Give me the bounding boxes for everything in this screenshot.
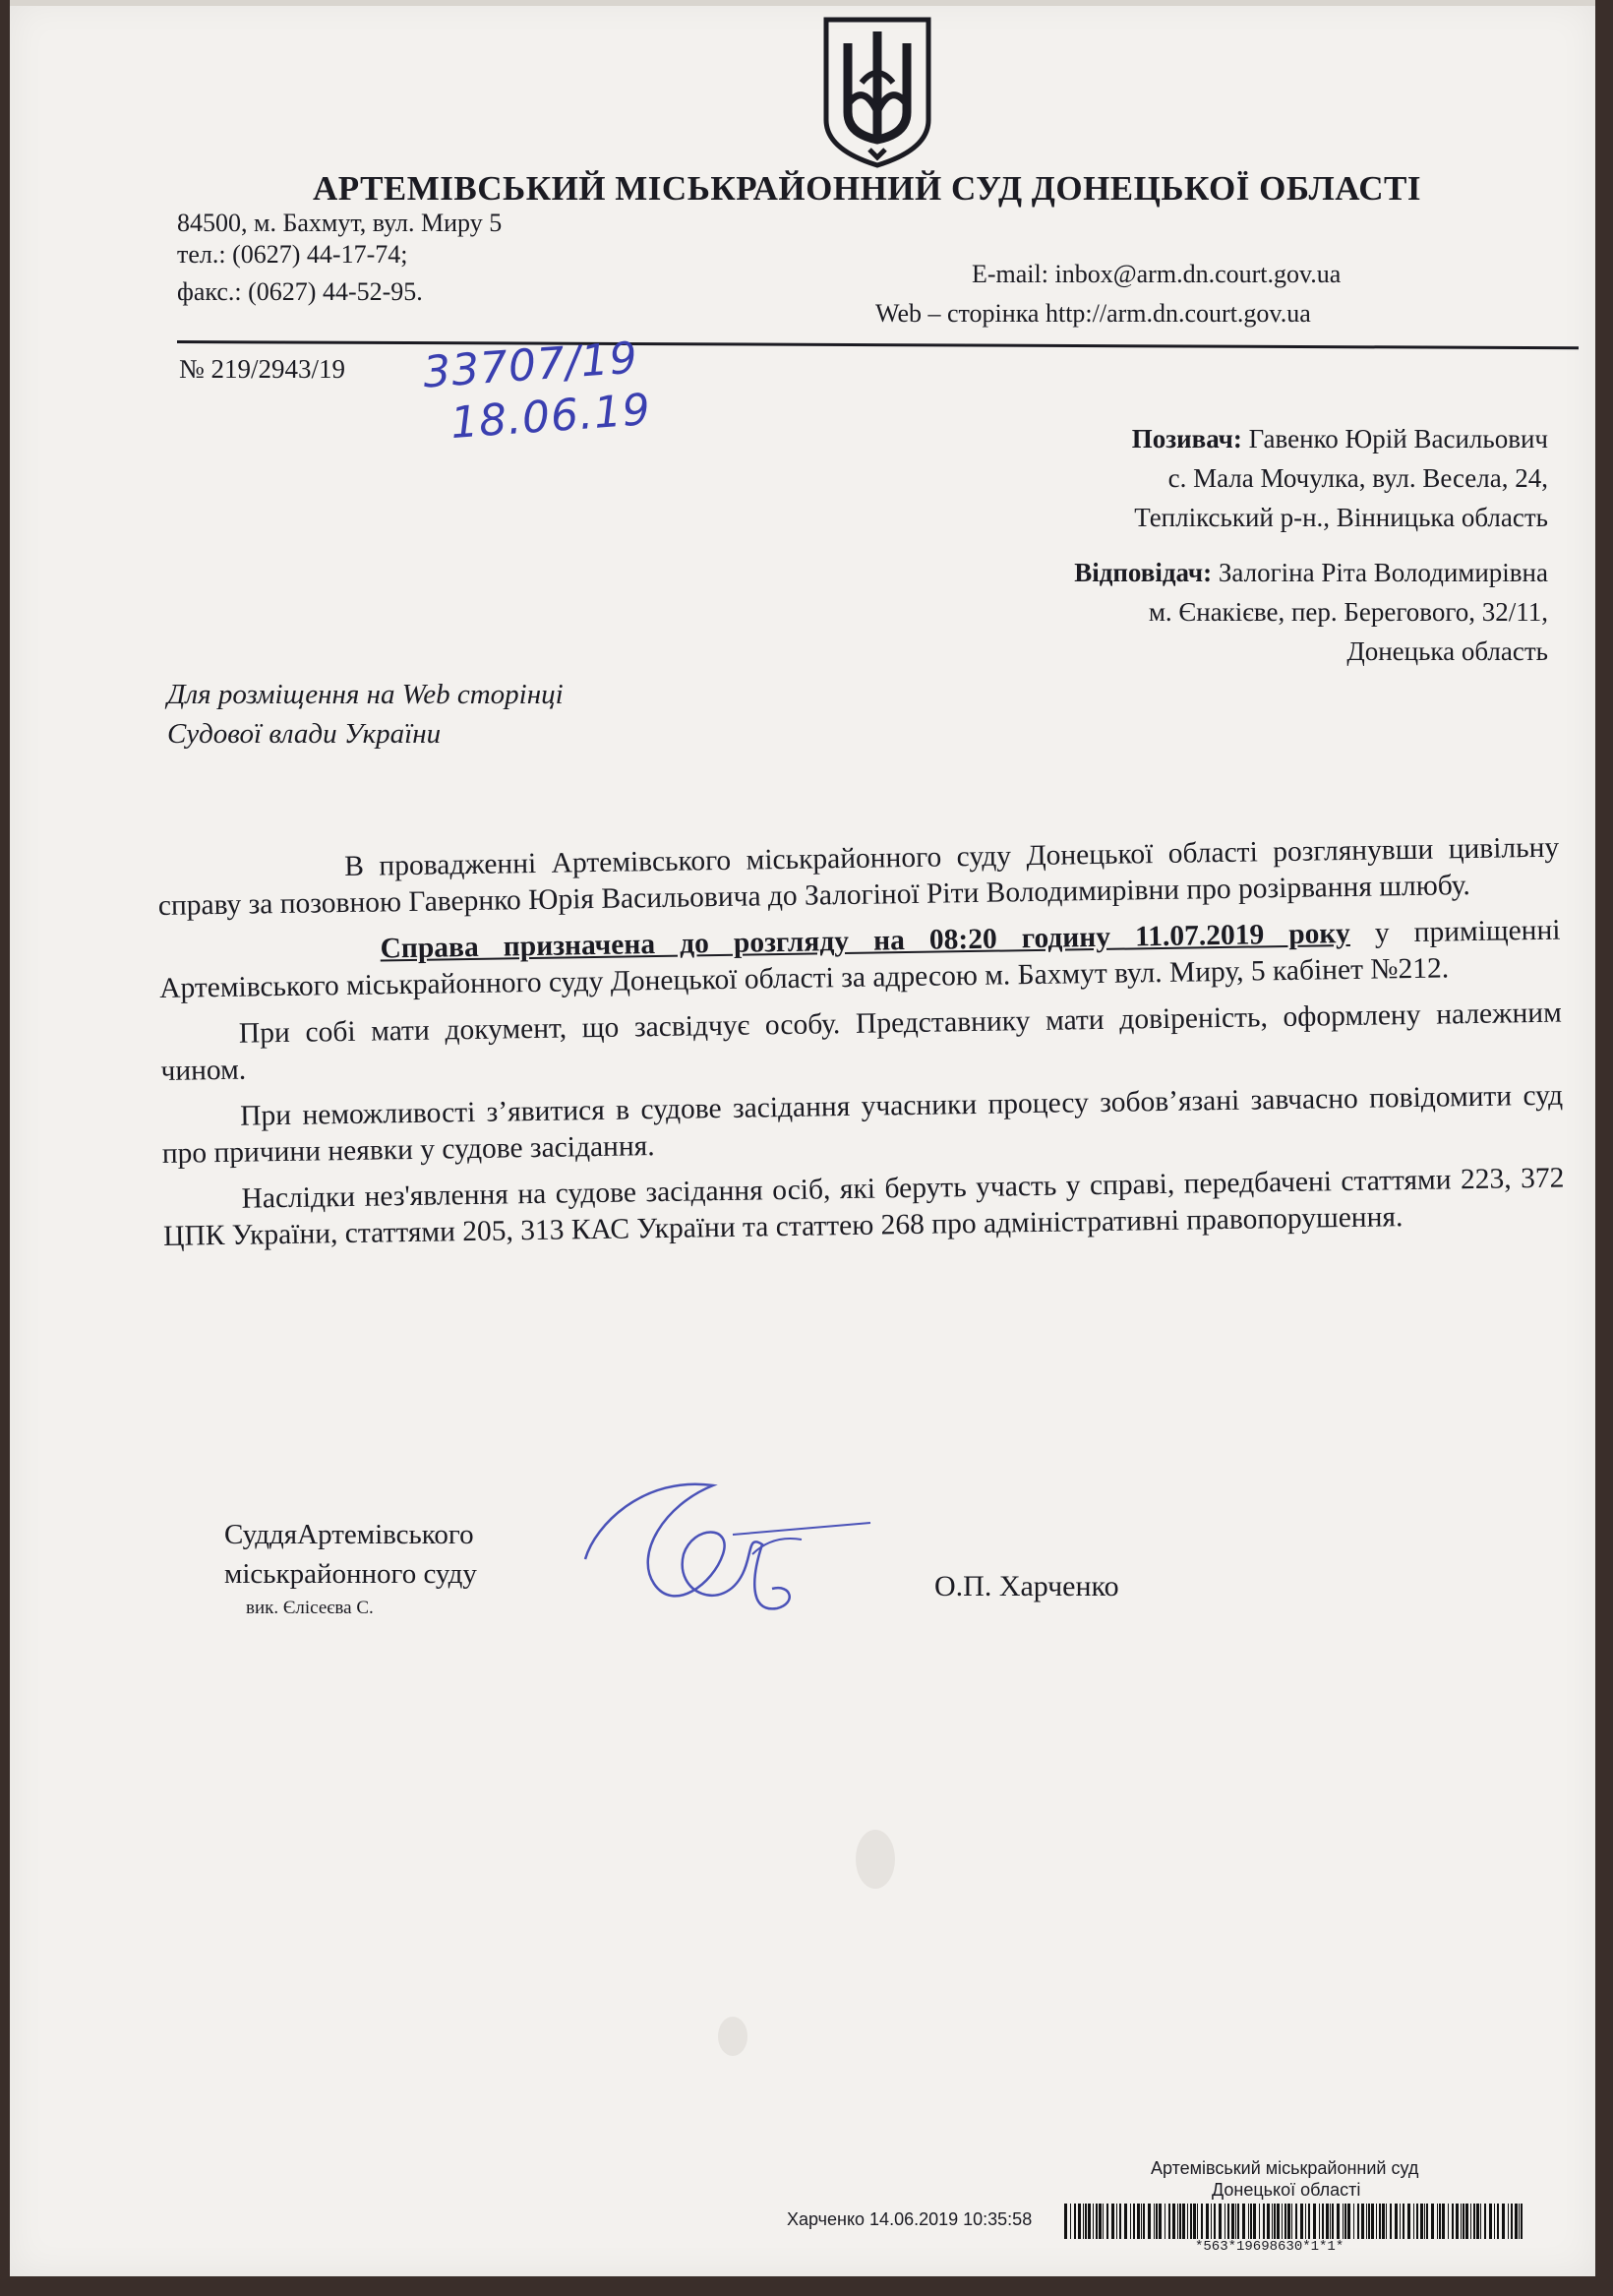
executed-by: вик. Єлісеєва С. — [246, 1598, 374, 1618]
scan-smudge — [718, 2017, 747, 2056]
header-divider — [177, 340, 1579, 349]
court-address: 84500, м. Бахмут, вул. Миру 5 — [177, 209, 503, 237]
barcode-bar — [1274, 2204, 1276, 2239]
barcode — [1064, 2204, 1524, 2239]
defendant-label: Відповідач: — [1074, 558, 1213, 587]
barcode-bar — [1111, 2204, 1114, 2239]
defendant-line — [1074, 553, 1548, 592]
barcode-bar — [1366, 2204, 1367, 2239]
barcode-bar — [1172, 2204, 1175, 2239]
barcode-bar — [1379, 2204, 1381, 2239]
barcode-bar — [1300, 2204, 1303, 2239]
barcode-bar — [1193, 2204, 1196, 2239]
paragraph-absence: При неможливості з’явитися в судове засідання учасники процесу зобов’язані завчасно повідомити суд про причини неявки у судове засідання. — [161, 1079, 1564, 1170]
barcode-bar — [1282, 2204, 1283, 2239]
barcode-bar — [1211, 2204, 1212, 2239]
plaintiff-name: Гавенко Юрій Васильович — [1248, 424, 1548, 453]
barcode-bar — [1508, 2204, 1509, 2239]
barcode-bar — [1083, 2204, 1084, 2239]
barcode-bar — [1456, 2204, 1459, 2239]
barcode-bar — [1476, 2204, 1479, 2239]
court-name-heading: АРТЕМІВСЬКИЙ МІСЬКРАЙОННИЙ СУД ДОНЕЦЬКОЇ ОБЛАСТІ — [313, 169, 1421, 208]
barcode-bar — [1248, 2204, 1249, 2239]
court-phone: тел.: (0627) 44-17-74; — [177, 240, 408, 269]
barcode-bar — [1420, 2204, 1423, 2239]
hearing-date-highlight: Справа призначена до розгляду на 08:20 годину 11.07.2019 року — [380, 917, 1351, 965]
destination-line-1: Для розміщення на Web сторінці — [167, 679, 564, 710]
handwritten-incoming-number: 33707/19 — [421, 332, 640, 398]
barcode-bar — [1313, 2204, 1316, 2239]
barcode-bar — [1497, 2204, 1499, 2239]
barcode-bar — [1337, 2204, 1340, 2239]
barcode-bar — [1344, 2204, 1346, 2239]
barcode-bar — [1227, 2204, 1229, 2239]
barcode-bar — [1231, 2204, 1234, 2239]
judge-title — [224, 1515, 477, 1594]
barcode-bar — [1357, 2204, 1359, 2239]
barcode-bar — [1250, 2204, 1252, 2239]
barcode-bar — [1332, 2204, 1334, 2239]
barcode-bar — [1267, 2204, 1270, 2239]
barcode-bar — [1437, 2204, 1438, 2239]
barcode-bar — [1416, 2204, 1418, 2239]
barcode-bar — [1064, 2204, 1067, 2239]
barcode-bar — [1465, 2204, 1468, 2239]
barcode-bar — [1473, 2204, 1475, 2239]
barcode-bar — [1148, 2204, 1151, 2239]
barcode-bar — [1407, 2204, 1410, 2239]
barcode-bar — [1395, 2204, 1398, 2239]
barcode-bar — [1521, 2204, 1523, 2239]
paragraph-documents: При собі мати документ, що засвідчує особу. Представнику мати довіреність, оформлену належним чином. — [160, 997, 1562, 1087]
scan-smudge — [856, 1830, 895, 1889]
barcode-bar — [1424, 2204, 1425, 2239]
barcode-bar — [1137, 2204, 1140, 2239]
barcode-bar — [1219, 2204, 1222, 2239]
barcode-bar — [1272, 2204, 1273, 2239]
judge-title-line-2: міськрайонного суду — [224, 1558, 477, 1590]
barcode-bar — [1484, 2204, 1486, 2239]
barcode-bar — [1319, 2204, 1320, 2239]
barcode-bar — [1353, 2204, 1354, 2239]
handwritten-incoming-date: 18.06.19 — [448, 384, 653, 450]
barcode-bar — [1480, 2204, 1481, 2239]
plaintiff-label: Позивач: — [1131, 424, 1242, 453]
barcode-bar — [1078, 2204, 1081, 2239]
stamp-court-line-2: Донецької області — [1212, 2180, 1361, 2200]
destination-line-2: Судової влади України — [167, 718, 442, 750]
barcode-bar — [1263, 2204, 1265, 2239]
stamp-court-line-1: Артемівський міськрайонний суд — [1151, 2158, 1419, 2178]
barcode-bar — [1277, 2204, 1280, 2239]
barcode-bar — [1159, 2204, 1162, 2239]
barcode-bar — [1099, 2204, 1102, 2239]
barcode-bar — [1116, 2204, 1117, 2239]
handwritten-signature — [575, 1466, 880, 1643]
barcode-bar — [1343, 2204, 1344, 2239]
barcode-bar — [1237, 2204, 1239, 2239]
barcode-bar — [1305, 2204, 1306, 2239]
barcode-bar — [1106, 2204, 1108, 2239]
barcode-bar — [1376, 2204, 1377, 2239]
judge-title-line-1: СуддяАртемівського — [224, 1519, 474, 1550]
barcode-bar — [1287, 2204, 1290, 2239]
barcode-bar — [1214, 2204, 1216, 2239]
barcode-bar — [1206, 2204, 1209, 2239]
barcode-bar — [1511, 2204, 1513, 2239]
barcode-bar — [1093, 2204, 1094, 2239]
barcode-bar — [1291, 2204, 1292, 2239]
barcode-bar — [1190, 2204, 1192, 2239]
barcode-bar — [1448, 2204, 1449, 2239]
barcode-bar — [1154, 2204, 1155, 2239]
defendant-address-2: Донецька область — [1346, 636, 1548, 666]
barcode-bar — [1361, 2204, 1364, 2239]
barcode-bar — [1390, 2204, 1392, 2239]
plaintiff-address-2: Теплікський р-н., Вінницька область — [1134, 503, 1548, 532]
barcode-bar — [1470, 2204, 1471, 2239]
registration-number: № 219/2943/19 — [179, 354, 346, 384]
barcode-bar — [1187, 2204, 1188, 2239]
barcode-bar — [1308, 2204, 1310, 2239]
stamp-meta: Харченко 14.06.2019 10:35:58 — [787, 2209, 1033, 2229]
barcode-number: *563*19698630*1*1* — [1195, 2239, 1344, 2255]
defendant-name: Залогіна Ріта Володимирівна — [1218, 558, 1548, 587]
barcode-bar — [1177, 2204, 1178, 2239]
hearing-location: у приміщенні Артемівського міськрайонного суду Донецької області за адресою м. Бахмут вул. Миру, 5 кабінет №212. — [158, 914, 1561, 1004]
barcode-bar — [1368, 2204, 1370, 2239]
barcode-bar — [1330, 2204, 1331, 2239]
notice-body — [157, 830, 1565, 1265]
barcode-bar — [1133, 2204, 1135, 2239]
barcode-bar — [1382, 2204, 1385, 2239]
barcode-bar — [1489, 2204, 1492, 2239]
defendant-block — [1074, 553, 1548, 671]
barcode-bar — [1371, 2204, 1374, 2239]
barcode-bar — [1284, 2204, 1286, 2239]
barcode-bar — [1431, 2204, 1434, 2239]
barcode-bar — [1403, 2204, 1404, 2239]
barcode-bar — [1295, 2204, 1297, 2239]
barcode-bar — [1461, 2204, 1462, 2239]
barcode-bar — [1253, 2204, 1256, 2239]
barcode-bar — [1502, 2204, 1505, 2239]
barcode-bar — [1156, 2204, 1158, 2239]
barcode-bar — [1235, 2204, 1236, 2239]
barcode-bar — [1442, 2204, 1445, 2239]
court-website: Web – сторінка http://arm.dn.court.gov.ua — [875, 299, 1311, 328]
paragraph-hearing — [158, 913, 1561, 1007]
barcode-bar — [1124, 2204, 1127, 2239]
barcode-bar — [1463, 2204, 1464, 2239]
barcode-bar — [1103, 2204, 1104, 2239]
barcode-bar — [1074, 2204, 1076, 2239]
barcode-bar — [1439, 2204, 1441, 2239]
barcode-bar — [1515, 2204, 1518, 2239]
page-edge — [10, 0, 1595, 6]
plaintiff-block — [1132, 419, 1548, 537]
barcode-bar — [1085, 2204, 1087, 2239]
barcode-bar — [1182, 2204, 1185, 2239]
barcode-bar — [1413, 2204, 1414, 2239]
plaintiff-line — [1132, 419, 1548, 458]
coat-of-arms-emblem — [818, 14, 936, 169]
barcode-bar — [1426, 2204, 1428, 2239]
barcode-bar — [1179, 2204, 1181, 2239]
barcode-bar — [1386, 2204, 1387, 2239]
paragraph-case: В провадженні Артемівського міськрайонного суду Донецької області розглянувши цивільну справу за позовною Гавернко Юрія Васильовича до Залогіної Ріти Володимирівни про розірвання шлюбу. — [157, 831, 1560, 922]
barcode-bar — [1322, 2204, 1324, 2239]
defendant-address-1: м. Єнакієве, пер. Берегового, 32/11, — [1148, 597, 1548, 627]
barcode-bar — [1201, 2204, 1203, 2239]
barcode-bar — [1141, 2204, 1142, 2239]
court-fax: факс.: (0627) 44-52-95. — [177, 277, 423, 306]
barcode-bar — [1070, 2204, 1071, 2239]
barcode-bar — [1326, 2204, 1329, 2239]
barcode-bar — [1088, 2204, 1091, 2239]
barcode-bar — [1143, 2204, 1145, 2239]
barcode-bar — [1119, 2204, 1121, 2239]
barcode-bar — [1494, 2204, 1495, 2239]
barcode-bar — [1259, 2204, 1260, 2239]
barcode-bar — [1197, 2204, 1198, 2239]
paragraph-consequences: Наслідки нез'явлення на судове засідання осіб, які беруть участь у справі, передбачені статтями 223, 372 ЦПК України, статтями 205, 313 КАС України та статтею 268 про адміністративні правопорушення. — [162, 1162, 1565, 1252]
barcode-bar — [1347, 2204, 1350, 2239]
judge-name: О.П. Харченко — [934, 1570, 1119, 1602]
barcode-bar — [1168, 2204, 1170, 2239]
document-page — [10, 0, 1595, 2276]
barcode-bar — [1452, 2204, 1454, 2239]
plaintiff-address-1: с. Мала Мочулка, вул. Весела, 24, — [1167, 463, 1548, 493]
barcode-bar — [1519, 2204, 1520, 2239]
barcode-bar — [1400, 2204, 1401, 2239]
barcode-bar — [1130, 2204, 1131, 2239]
court-email: E-mail: inbox@arm.dn.court.gov.ua — [972, 260, 1342, 288]
destination-note — [167, 675, 564, 754]
barcode-bar — [1096, 2204, 1098, 2239]
barcode-bar — [1242, 2204, 1245, 2239]
